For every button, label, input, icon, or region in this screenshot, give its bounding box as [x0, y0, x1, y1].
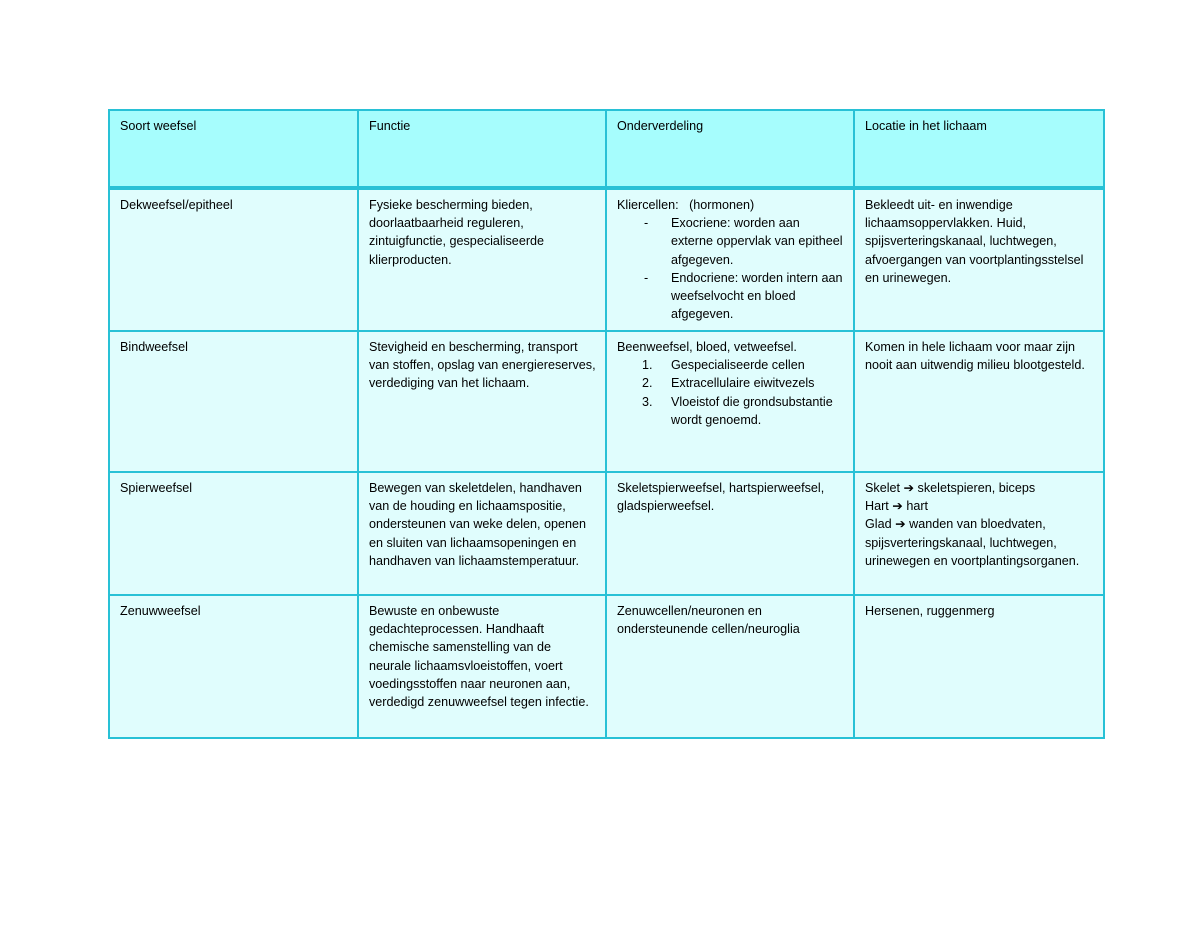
locatie-line: Hersenen, ruggenmerg: [865, 604, 995, 618]
cell-soort: Bindweefsel: [109, 331, 358, 472]
header-row: [109, 110, 1104, 188]
cell-onderverdeling: [606, 472, 854, 595]
cell-locatie: [854, 331, 1104, 472]
cell-onderverdeling: [606, 595, 854, 738]
list-item-text: Gespecialiseerde cellen: [671, 358, 805, 373]
cell-functie: Bewegen van skeletdelen, handhaven van de houding en lichaamspositie, ondersteunen van weke delen, openen en sluiten van lichaamsopeningen en handhaven van lichaamstemperatuur.: [358, 472, 606, 595]
list-marker: -: [644, 216, 649, 231]
cell-functie: Stevigheid en bescherming, transport van stoffen, opslag van energiereserves, verdediging van het lichaam.: [358, 331, 606, 472]
list-item-text: Endocriene: worden intern aan weefselvocht en bloed afgegeven.: [671, 270, 843, 322]
table-row: [109, 188, 1104, 331]
list-item: [617, 356, 844, 374]
list-marker: 1.: [642, 358, 653, 373]
list-item-text: Extracellulaire eiwitvezels: [671, 376, 815, 391]
list-marker: 3.: [642, 394, 653, 409]
locatie-line: Glad ➔ wanden van bloedvaten, spijsverteringskanaal, luchtwegen, urinewegen en voortplantingsorganen.: [865, 517, 1080, 568]
list-item: [617, 214, 844, 269]
cell-soort: Spierweefsel: [109, 472, 358, 595]
locatie-line: Skelet ➔ skeletspieren, biceps: [865, 481, 1036, 495]
table-row: [109, 595, 1104, 738]
header-onderverdeling: Onderverdeling: [606, 110, 854, 188]
onderverdeling-intro: Zenuwcellen/neuronen en ondersteunende cellen/neuroglia: [617, 604, 800, 637]
onderverdeling-intro: Skeletspierweefsel, hartspierweefsel, gladspierweefsel.: [617, 481, 825, 514]
locatie-line: Bekleedt uit- en inwendige lichaamsoppervlakken. Huid, spijsverteringskanaal, luchtwegen, afvoergangen van voortplantingsstelsel en urinewegen.: [865, 198, 1084, 285]
onderverdeling-list: [617, 214, 844, 323]
cell-onderverdeling: [606, 331, 854, 472]
locatie-line: Hart ➔ hart: [865, 499, 929, 514]
onderverdeling-list: [617, 356, 844, 429]
cell-soort: Zenuwweefsel: [109, 595, 358, 738]
onderverdeling-intro: Kliercellen: (hormonen): [617, 198, 755, 212]
cell-locatie: [854, 472, 1104, 595]
cell-soort: Dekweefsel/epitheel: [109, 188, 358, 331]
cell-locatie: [854, 188, 1104, 331]
header-locatie: Locatie in het lichaam: [854, 110, 1104, 188]
cell-functie: Bewuste en onbewuste gedachteprocessen. Handhaaft chemische samenstelling van de neurale lichaamsvloeistoffen, voert voedingsstoffen naar neuronen aan, verdedigd zenuwweefsel tegen infectie.: [358, 595, 606, 738]
list-marker: -: [644, 270, 649, 285]
list-item: [617, 393, 844, 429]
list-marker: 2.: [642, 376, 653, 391]
header-soort: Soort weefsel: [109, 110, 358, 188]
cell-onderverdeling: [606, 188, 854, 331]
table-row: [109, 472, 1104, 595]
locatie-line: Komen in hele lichaam voor maar zijn nooit aan uitwendig milieu blootgesteld.: [865, 340, 1085, 373]
weefsel-table: [108, 109, 1105, 739]
list-item: [617, 374, 844, 392]
list-item-text: Exocriene: worden aan externe oppervlak van epitheel afgegeven.: [671, 216, 843, 267]
onderverdeling-intro: Beenweefsel, bloed, vetweefsel.: [617, 340, 797, 354]
list-item: [617, 269, 844, 324]
cell-locatie: [854, 595, 1104, 738]
list-item-text: Vloeistof die grondsubstantie wordt genoemd.: [671, 394, 833, 427]
cell-functie: Fysieke bescherming bieden, doorlaatbaarheid reguleren, zintuigfunctie, gespecialiseerde klierproducten.: [358, 188, 606, 331]
table-row: [109, 331, 1104, 472]
header-functie: Functie: [358, 110, 606, 188]
